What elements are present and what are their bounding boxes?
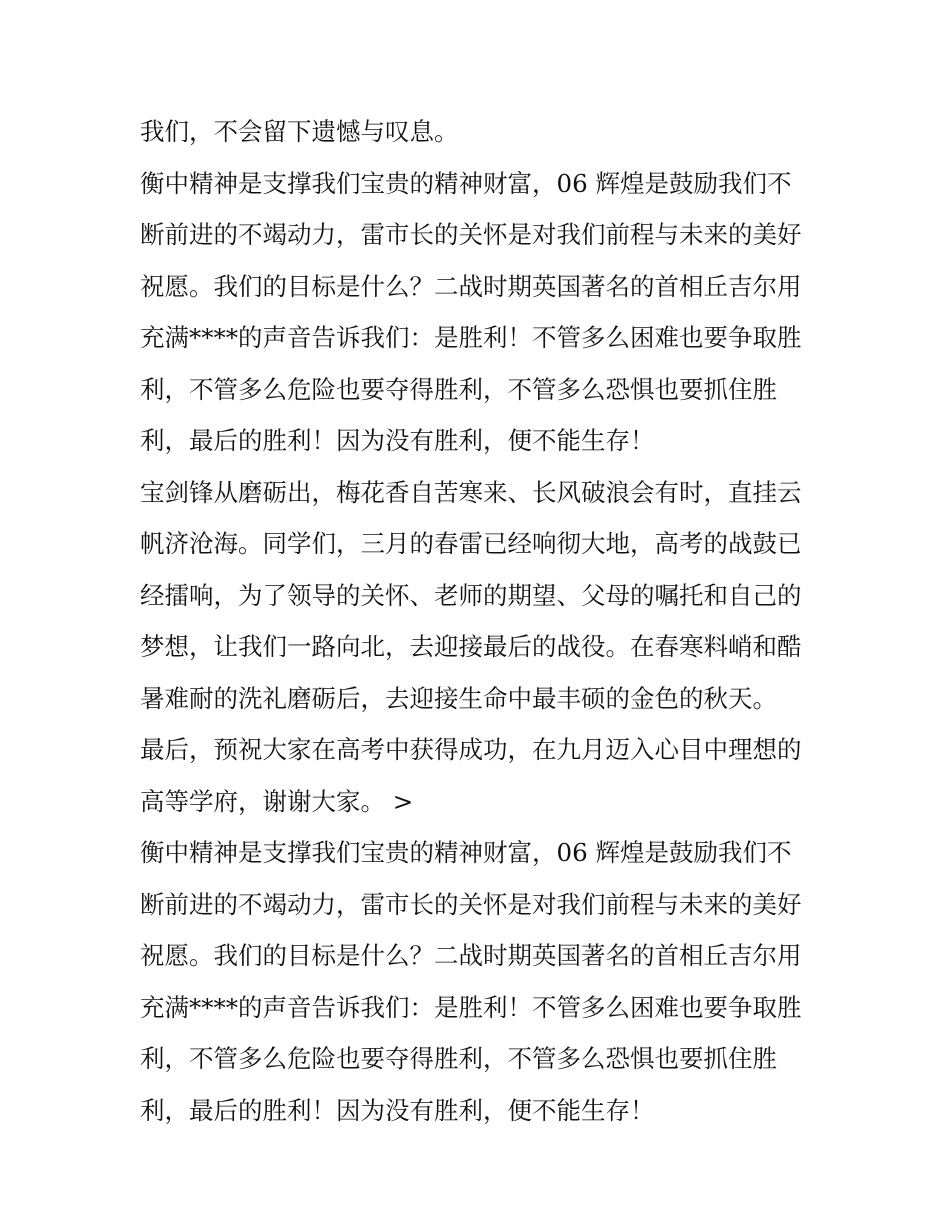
text-line: 帆济沧海。同学们，三月的春雷已经响彻大地，高考的战鼓已 xyxy=(140,529,802,558)
text-line: 利，不管多么危险也要夺得胜利，不管多么恐惧也要抓住胜 xyxy=(140,374,777,404)
text-line: 利，不管多么危险也要夺得胜利，不管多么恐惧也要抓住胜 xyxy=(140,1044,777,1073)
body-text xyxy=(140,106,820,1136)
text-line: 最后，预祝大家在高考中获得成功，在九月迈入心目中理想的 xyxy=(140,735,802,764)
text-line: 梦想，让我们一路向北，去迎接最后的战役。在春寒料峭和酷 xyxy=(140,632,802,661)
text-line: 充满****的声音告诉我们：是胜利！不管多么困难也要争取胜 xyxy=(140,323,802,352)
text-line: 衡中精神是支撑我们宝贵的精神财富，06 辉煌是鼓励我们不 xyxy=(140,838,792,867)
text-line: 衡中精神是支撑我们宝贵的精神财富，06 辉煌是鼓励我们不 xyxy=(140,168,792,198)
text-line: 宝剑锋从磨砺出，梅花香自苦寒来、长风破浪会有时，直挂云 xyxy=(140,477,802,507)
text-line: 我们，不会留下遗憾与叹息。 xyxy=(140,117,459,146)
text-line: 祝愿。我们的目标是什么？二战时期英国著名的首相丘吉尔用 xyxy=(140,271,802,301)
text-line: 高等学府，谢谢大家。 > xyxy=(140,786,414,816)
text-line: 利，最后的胜利！因为没有胜利，便不能生存！ xyxy=(140,1095,655,1125)
text-line: 充满****的声音告诉我们：是胜利！不管多么困难也要争取胜 xyxy=(140,992,802,1022)
text-line: 断前进的不竭动力，雷市长的关怀是对我们前程与未来的美好 xyxy=(140,220,802,249)
text-line: 经擂响，为了领导的关怀、老师的期望、父母的嘱托和自己的 xyxy=(140,580,802,610)
text-line: 暑难耐的洗礼磨砺后，去迎接生命中最丰硕的金色的秋天。 xyxy=(140,683,777,713)
text-line: 断前进的不竭动力，雷市长的关怀是对我们前程与未来的美好 xyxy=(140,889,802,919)
text-line: 祝愿。我们的目标是什么？二战时期英国著名的首相丘吉尔用 xyxy=(140,941,802,970)
text-line: 利，最后的胜利！因为没有胜利，便不能生存！ xyxy=(140,426,655,455)
